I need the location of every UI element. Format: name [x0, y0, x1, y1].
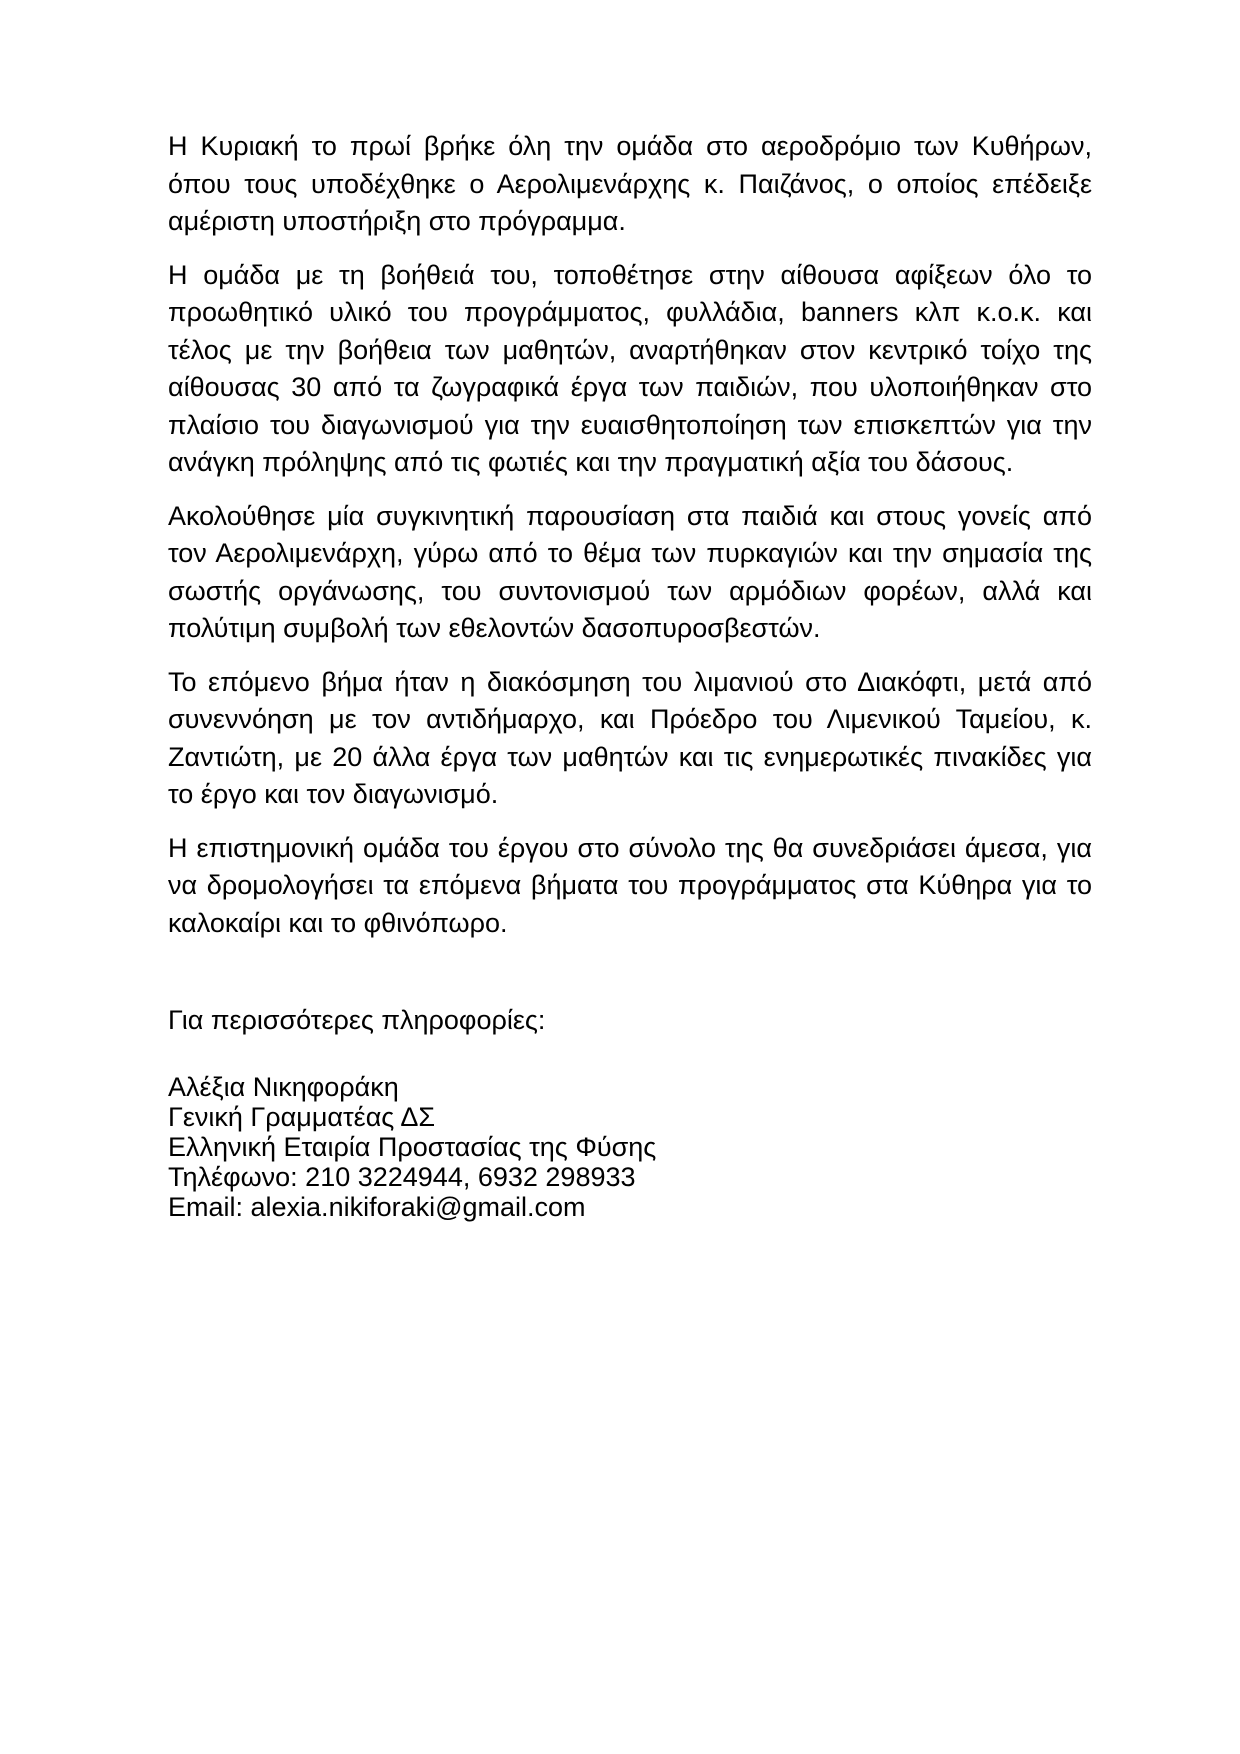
- paragraph-port-decoration: Το επόμενο βήμα ήταν η διακόσμηση του λιμανιού στο Διακόφτι, μετά από συνεννόηση με τον αντιδήμαρχο, και Πρόεδρο του Λιμενικού Ταμείου, κ. Ζαντιώτη, με 20 άλλα έργα των μαθητών και τις ενημερωτικές πινακίδες για το έργο και τον διαγωνισμό.: [168, 666, 1092, 809]
- contact-organization: Ελληνική Εταιρία Προστασίας της Φύσης: [168, 1131, 657, 1162]
- contact-block: [168, 1072, 1092, 1222]
- paragraph-presentation: Ακολούθησε μία συγκινητική παρουσίαση στα παιδιά και στους γονείς από τον Αερολιμενάρχη, γύρω από το θέμα των πυρκαγιών και την σημασία της σωστής οργάνωσης, του συντονισμού των αρμόδιων φορέων, αλλά και πολύτιμη συμβολή των εθελοντών δασοπυροσβεστών.: [168, 500, 1092, 643]
- contact-email: Email: alexia.nikiforaki@gmail.com: [168, 1191, 586, 1222]
- paragraph-promo-material: Η ομάδα με τη βοήθειά του, τοποθέτησε στην αίθουσα αφίξεων όλο το προωθητικό υλικό του προγράμματος, φυλλάδια, banners κλπ κ.ο.κ. και τέλος με την βοήθεια των μαθητών, αναρτήθηκαν στον κεντρικό τοίχο της αίθουσας 30 από τα ζωγραφικά έργα των παιδιών, που υλοποιήθηκαν στο πλαίσιο του διαγωνισμού για την ευαισθητοποίηση των επισκεπτών για την ανάγκη πρόληψης από τις φωτιές και την πραγματική αξία του δάσους.: [168, 259, 1092, 477]
- paragraph-airport-arrival: Η Κυριακή το πρωί βρήκε όλη την ομάδα στο αεροδρόμιο των Κυθήρων, όπου τους υποδέχθηκε ο Αερολιμενάρχης κ. Παιζάνος, ο οποίος επέδειξε αμέριστη υποστήριξη στο πρόγραμμα.: [168, 131, 1092, 236]
- contact-phone: Τηλέφωνο: 210 3224944, 6932 298933: [168, 1161, 636, 1192]
- document-body: [168, 128, 1092, 1222]
- contact-name: Αλέξια Νικηφοράκη: [168, 1071, 399, 1102]
- paragraph-next-steps: Η επιστημονική ομάδα του έργου στο σύνολο της θα συνεδριάσει άμεσα, για να δρομολογήσει τα επόμενα βήματα του προγράμματος στα Κύθηρα για το καλοκαίρι και το φθινόπωρο.: [168, 832, 1092, 938]
- more-info-heading: Για περισσότερες πληροφορίες:: [168, 1005, 546, 1035]
- contact-title: Γενική Γραμματέας ΔΣ: [168, 1101, 436, 1132]
